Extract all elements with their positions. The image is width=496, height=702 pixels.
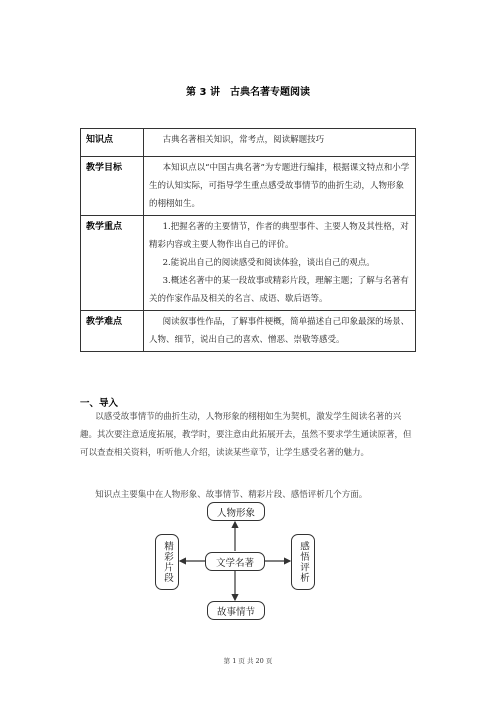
table-row — [81, 157, 416, 216]
page-title: 第 3 讲 古典名著专题阅读 — [186, 87, 310, 98]
diagram-node-bottom: 故事情节 — [207, 601, 265, 620]
row-key: 教学难点 — [81, 311, 144, 352]
row-line: 2.能说出自己的阅读感受和阅读体验，谈出自己的观点。 — [162, 258, 375, 268]
diagram-node-top: 人物形象 — [207, 502, 265, 521]
table-row — [81, 311, 416, 352]
paragraph-text: 以感受故事情节的曲折生动，人物形象的栩栩如生为契机，激发学生阅读名著的兴趣。其次要注意适度拓展，教学时，要注意由此拓展开去，虽然不要求学生通读原著，但可以查查相关资料，听听他人介绍，读读某些章节，让学生感受名著的魅力。 — [80, 412, 412, 458]
row-line: 3.概述名著中的某一段故事或精彩片段，理解主题；了解与名著有关的作家作品及相关的名言、成语、歇后语等。 — [149, 276, 409, 304]
diagram-node-right-text: 感悟评析 — [298, 541, 309, 583]
row-content — [144, 157, 416, 216]
row-key: 教学重点 — [81, 216, 144, 311]
table-row — [81, 129, 416, 157]
intro-paragraph — [80, 408, 418, 462]
lesson-plan-table — [80, 128, 416, 352]
row-line: 1.把握名著的主要情节，作者的典型事件、主要人物及其性格，对精彩内容或主要人物作出自己的评价。 — [149, 222, 409, 250]
diagram-node-center: 文学名著 — [205, 552, 265, 571]
row-line: 阅读叙事性作品，了解事件梗概，简单描述自己印象最深的场景、人物、细节，说出自己的喜欢、憎恶、崇敬等感受。 — [149, 317, 410, 345]
row-key: 教学目标 — [81, 157, 144, 216]
diagram-node-right — [291, 534, 315, 590]
diagram-node-left-text: 精彩片段 — [162, 541, 173, 583]
concept-diagram — [150, 494, 320, 629]
table-row — [81, 216, 416, 311]
row-line: 古典名著相关知识，常考点，阅读解题技巧 — [162, 135, 325, 145]
section-heading: 一、导入 — [80, 398, 119, 409]
row-content — [144, 216, 416, 311]
page-footer: 第 1 页 共 20 页 — [223, 657, 273, 665]
diagram-node-left — [155, 534, 179, 590]
row-content — [144, 129, 416, 157]
paragraph-text: 知识点主要集中在人物形象、故事情节、精彩片段、感悟评析几个方面。 — [95, 490, 368, 500]
row-key: 知识点 — [81, 129, 144, 157]
row-line: 本知识点以“中国古典名著”为专题进行编排，根据课文特点和小学生的认知实际，可指导学生重点感受故事情节的曲折生动，人物形象的栩栩如生。 — [149, 163, 410, 209]
row-content — [144, 311, 416, 352]
